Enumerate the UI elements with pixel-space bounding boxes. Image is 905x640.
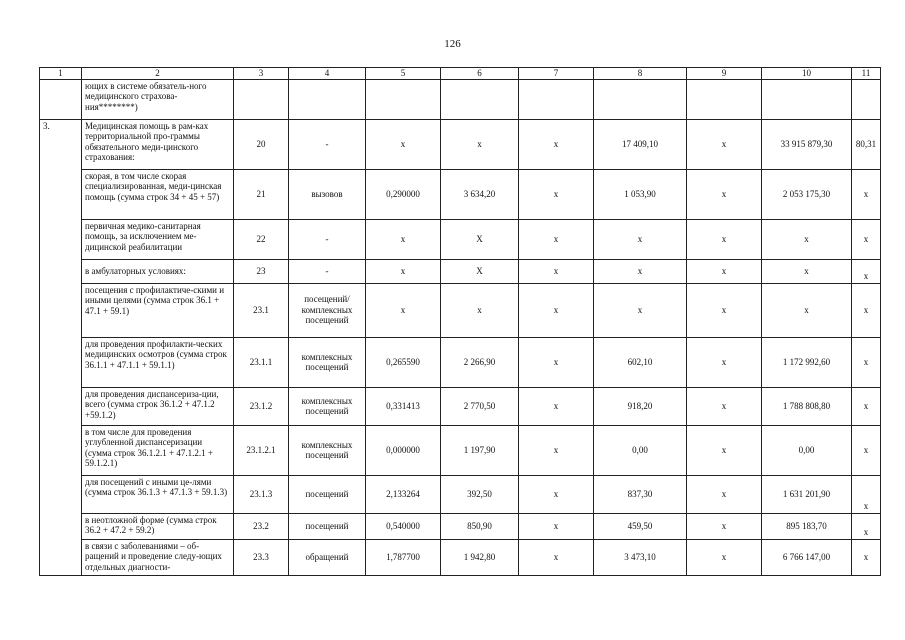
value-cell: 837,30 [594, 475, 687, 513]
row-name: в неотложной форме (сумма строк 36.2 + 47.2 + 59.2) [82, 513, 234, 539]
value-cell: 2 053 175,30 [762, 169, 852, 219]
col-header: 2 [82, 68, 234, 80]
row-name: скорая, в том числе скорая специализированная, меди-цинская помощь (сумма строк 34 + 45 + 57) [82, 169, 234, 219]
table-row [40, 79, 881, 119]
value-cell: х [441, 119, 519, 169]
unit-cell: - [289, 259, 366, 283]
value-cell: х [762, 259, 852, 283]
col-header: 11 [852, 68, 881, 80]
value-cell: х [519, 387, 594, 425]
value-cell: 895 183,70 [762, 513, 852, 539]
value-cell: 1 788 808,80 [762, 387, 852, 425]
row-name: первичная медико-санитарная помощь, за исключением ме-дицинской реабилитации [82, 219, 234, 259]
line-number: 23.1.2.1 [234, 425, 289, 475]
line-number: 20 [234, 119, 289, 169]
value-cell: 3 634,20 [441, 169, 519, 219]
value-cell: 459,50 [594, 513, 687, 539]
value-cell: 80,31 [852, 119, 881, 169]
value-cell: 6 766 147,00 [762, 539, 852, 575]
table-row [40, 337, 881, 387]
value-cell: 1 631 201,90 [762, 475, 852, 513]
value-cell: 0,540000 [366, 513, 441, 539]
unit-cell: обращений [289, 539, 366, 575]
row-name: для посещений с иными це-лями (сумма строк 36.1.3 + 47.1.3 + 59.1.3) [82, 475, 234, 513]
col-header: 7 [519, 68, 594, 80]
value-cell: х [687, 119, 762, 169]
row-name: в том числе для проведения углубленной диспансеризации (сумма строк 36.1.2.1 + 47.1.2.1 + 59.1.2.1) [82, 425, 234, 475]
col-header: 8 [594, 68, 687, 80]
value-cell: х [852, 169, 881, 219]
table-row [40, 169, 881, 219]
value-cell: х [519, 169, 594, 219]
value-cell: х [687, 283, 762, 337]
value-cell: 1,787700 [366, 539, 441, 575]
value-cell: 33 915 879,30 [762, 119, 852, 169]
value-cell: х [687, 425, 762, 475]
value-cell: х [366, 283, 441, 337]
line-number [234, 79, 289, 119]
value-cell: 3 473,10 [594, 539, 687, 575]
col-header: 6 [441, 68, 519, 80]
value-cell: 918,20 [594, 387, 687, 425]
value-cell: х [366, 119, 441, 169]
value-cell: 392,50 [441, 475, 519, 513]
value-cell: х [687, 387, 762, 425]
unit-cell: посещений [289, 513, 366, 539]
value-cell: х [519, 539, 594, 575]
value-cell: 0,000000 [366, 425, 441, 475]
value-cell: 2,133264 [366, 475, 441, 513]
line-number: 23.2 [234, 513, 289, 539]
value-cell: 1 053,90 [594, 169, 687, 219]
value-cell [519, 79, 594, 119]
value-cell: х [594, 259, 687, 283]
unit-cell: комплексных посещений [289, 337, 366, 387]
value-cell [687, 79, 762, 119]
col-header: 9 [687, 68, 762, 80]
table-row [40, 475, 881, 513]
table-row [40, 539, 881, 575]
unit-cell: комплексных посещений [289, 425, 366, 475]
value-cell: 0,290000 [366, 169, 441, 219]
row-name: в амбулаторных условиях: [82, 259, 234, 283]
value-cell: х [852, 387, 881, 425]
value-cell [441, 79, 519, 119]
unit-cell: комплексных посещений [289, 387, 366, 425]
section-cell [40, 79, 82, 119]
value-cell: х [519, 259, 594, 283]
value-cell: х [519, 337, 594, 387]
unit-cell: посещений [289, 475, 366, 513]
value-cell: х [366, 259, 441, 283]
line-number: 23.1 [234, 283, 289, 337]
value-cell: х [852, 475, 881, 513]
table-row [40, 283, 881, 337]
row-name: ющих в системе обязатель-ного медицинского страхова-ния********) [82, 79, 234, 119]
value-cell: х [762, 219, 852, 259]
table-row [40, 219, 881, 259]
value-cell: х [852, 337, 881, 387]
value-cell: 0,331413 [366, 387, 441, 425]
value-cell: х [852, 513, 881, 539]
value-cell: х [519, 119, 594, 169]
value-cell: х [519, 219, 594, 259]
unit-cell: посещений/ комплексных посещений [289, 283, 366, 337]
value-cell: х [762, 283, 852, 337]
value-cell: х [519, 425, 594, 475]
line-number: 23.1.3 [234, 475, 289, 513]
value-cell: 0,265590 [366, 337, 441, 387]
value-cell: х [852, 539, 881, 575]
unit-cell [289, 79, 366, 119]
value-cell [852, 79, 881, 119]
unit-cell: - [289, 119, 366, 169]
value-cell [366, 79, 441, 119]
value-cell: х [687, 475, 762, 513]
row-name: для проведения диспансериза-ции, всего (сумма строк 36.1.2 + 47.1.2 +59.1.2) [82, 387, 234, 425]
value-cell: х [687, 219, 762, 259]
value-cell: х [366, 219, 441, 259]
value-cell: х [594, 219, 687, 259]
line-number: 23.1.1 [234, 337, 289, 387]
value-cell: х [852, 425, 881, 475]
value-cell: х [519, 513, 594, 539]
value-cell: Х [441, 219, 519, 259]
value-cell: х [852, 219, 881, 259]
row-name: в связи с заболеваниями – об-ращений и проведение следу-ющих отдельных диагности- [82, 539, 234, 575]
page-number: 126 [444, 38, 461, 50]
value-cell: 602,10 [594, 337, 687, 387]
row-name: Медицинская помощь в рам-ках территориальной про-граммы обязательного меди-цинского страхования: [82, 119, 234, 169]
section-number: 3. [40, 119, 82, 575]
line-number: 23 [234, 259, 289, 283]
value-cell: х [687, 169, 762, 219]
col-header: 1 [40, 68, 82, 80]
line-number: 23.3 [234, 539, 289, 575]
unit-cell: вызовов [289, 169, 366, 219]
col-header: 3 [234, 68, 289, 80]
row-name: для проведения профилакти-ческих медицинских осмотров (сумма строк 36.1.1 + 47.1.1 + 59.1.1) [82, 337, 234, 387]
table-row [40, 259, 881, 283]
value-cell: х [687, 259, 762, 283]
value-cell: 850,90 [441, 513, 519, 539]
value-cell: 2 770,50 [441, 387, 519, 425]
value-cell: х [519, 475, 594, 513]
row-name: посещения с профилактиче-скими и иными целями (сумма строк 36.1 + 47.1 + 59.1) [82, 283, 234, 337]
tariff-table [39, 67, 881, 576]
value-cell: х [687, 539, 762, 575]
value-cell: 1 197,90 [441, 425, 519, 475]
table-row [40, 387, 881, 425]
line-number: 22 [234, 219, 289, 259]
value-cell: Х [441, 259, 519, 283]
value-cell: 1 172 992,60 [762, 337, 852, 387]
value-cell: 17 409,10 [594, 119, 687, 169]
value-cell: х [594, 283, 687, 337]
value-cell: х [441, 283, 519, 337]
value-cell: 0,00 [594, 425, 687, 475]
col-header: 5 [366, 68, 441, 80]
value-cell: 0,00 [762, 425, 852, 475]
value-cell: х [687, 337, 762, 387]
table-row [40, 119, 881, 169]
value-cell: 1 942,80 [441, 539, 519, 575]
value-cell: х [519, 283, 594, 337]
line-number: 21 [234, 169, 289, 219]
line-number: 23.1.2 [234, 387, 289, 425]
value-cell: х [852, 283, 881, 337]
value-cell: х [852, 259, 881, 283]
value-cell [594, 79, 687, 119]
col-header: 10 [762, 68, 852, 80]
value-cell [762, 79, 852, 119]
unit-cell: - [289, 219, 366, 259]
value-cell: 2 266,90 [441, 337, 519, 387]
column-number-row [40, 68, 881, 80]
value-cell: х [687, 513, 762, 539]
table-row [40, 513, 881, 539]
col-header: 4 [289, 68, 366, 80]
table-row [40, 425, 881, 475]
